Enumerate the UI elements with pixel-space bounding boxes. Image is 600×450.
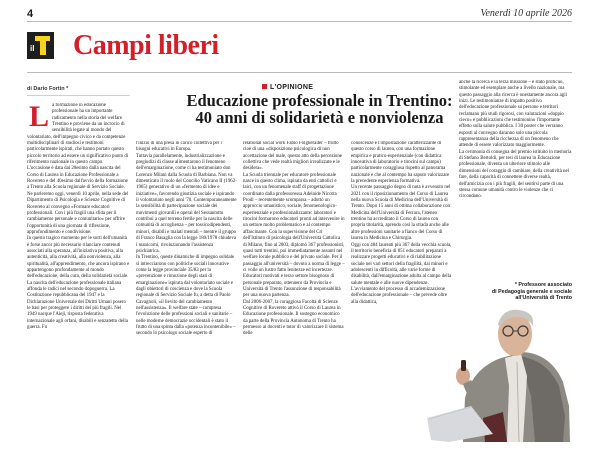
paragraph: Tuttavia parallelamente, industrializzazione e pregiudizi di classe alimentarono il fenomeno dell'emarginazione, come ci ha testimoniato don Lorenzo Milani dalla Scuola di Barbiana. Non va dimenticato il ruolo del Concilio Vaticano II (1962-1965) generativo di un «fermento di idee e iniziative», favorendo giustizia sociale e ispirando il volontariato negli anni '70. Contemporaneamente la sensibilità di partecipazione sociale dei movimenti giovanili e operai del Sessantotto contribuì a quel terreno fertile per la nascita delle comunità di accoglienza – per tossicodipendenti, minori, disabili e malati mentali – mentre il gruppo di Franco Basaglia con la legge 180/1978 chiudeva i manicomi, rivoluzionando l'assistenza psichiatrica. [136,153,237,254]
byline: di Dario Fortin * [27,86,69,92]
paragraph: anche la ricerca e la terza missione – è stato proficuo, stimolante ed esemplare anche a livello nazionale, ma questo passaggio alla ricerca è onestamente ancora agli inizi. Le testimonianze di impatto positivo dell'educazione professionale su persone e territori reclamano più studi rigorosi, con valutazioni «doppio cieco» e pubblicazioni che testimonino l'importante effetto sulla salute pubblica. I 30 poster che verranno esposti al convegno daranno solo una piccola rappresentanza della ricchezza di un fenomeno che attende di essere valorizzato maggiormente. [459,80,567,149]
kicker-label: L'OPINIONE [270,84,314,91]
paragraph: In questo tragico momento per le sorti dell'umanità è forse ancor più necessario rilanciare contenuti associati alla speranza, all'iniziativa positiva, alla autenticità, alla creatività, alla nonviolenza, alla spiritualità, all'apprendimento, che ancora ispirano e appartengono profondamente al mondo dell'educazione, della cura, della solidarietà sociale. [27,236,130,280]
article-column-2 [136,141,237,443]
logo-t-stem [40,36,46,55]
author-photo [423,306,572,442]
newspaper-logo [27,32,54,59]
header-rule-top [27,21,572,22]
article-column-5 [459,80,572,270]
page-number: 4 [27,8,34,20]
paragraph: conoscenze e l'impostazione caratterizzante di questo corso di laurea, con una formazione empirica e pratico-esperienziale (con didattica innovativa di laboratorio e tirocini sul campo) particolarmente coraggiosa rispetto al panorama nazionale e che al contempo ha saputo valorizzare la precedente esperienza formativa. [351,141,450,185]
paragraph: La cerimonia di consegna del premio istituito in memoria di Stefano Bertoldi, per tesi di laurea in Educazione professionale, diventa un ulteriore stimolo alle dimensioni del coraggio di cambiare, della creatività nel fare, della capacità di connettere diverse realtà, dell'amicizia con i più fragili, del sentirsi parte di una stessa comune umanità contro le violenze che ci circondano. [459,149,572,200]
author-note-line: di Pedagogia generale e sociale [491,288,572,295]
headline-line-1: Educazione professionale in Trentino: [186,91,453,110]
headline-line-2: 40 anni di solidarietà e nonviolenza [195,108,444,127]
article-column-3 [243,141,345,443]
paragraph: Dal 2006-2007, la coraggiosa Facoltà di Scienze Cognitive di Rovereto attivò il Corso di Laurea in Educazione professionale. Il sostegno economico da parte della Provincia Autonoma di Trento ha permesso ai docenti e tutor di valorizzare il sistema delle [243,299,344,337]
paragraph: Un recente passaggio degno di nota è avvenuto nel 2021 con il riposizionamento del Corso di Laurea nella nuova Scuola di Medicina dell'Università di Trento. Dopo 15 anni di ottima collaborazione con Medicina dell'Università di Ferrara, l'ateneo trentino ha accreditato il Corso di laurea con propria titolarità, aprendo così la strada anche alle altre professioni sanitarie a fianco del Corso di laurea in Medicina e Chirurgia. [351,185,451,242]
drop-cap: L [29,103,50,133]
author-note-line: all'Università di Trento [515,295,572,302]
section-title: Campi liberi [73,30,219,61]
header-rule-bottom [27,72,572,73]
logo-il: il [30,44,35,53]
paragraph: La Scuola triennale per educatore professionale nasce in questo clima, ispirata da enti cattolici e laici, con un fenomenale staff di progettazione coordinato dalla professoressa Adelaide Nicotra Prodi – recentemente scomparsa – adottò un approccio umanistico, sociale, fenomenologico-esperienziale e professionalizzante: laboratori e tirocini formarono educatori pronti ad intervenire in un settore molto problematico e al contempo affascinante. Con la supervisione del Cri dell'Istituto di psicologia dell'Università Cattolica di Milano, fino al 2003, diplomò 367 professionisti, quasi tutti trentini, poi immediatamente assunti nel welfare locale pubblico e del privato sociale. Per il passaggio all'università – dovuto a norma di legge – ci volle un lustro fatto lenitezze ed incertezze. Educatori motivati e terzo settore bisognoso di personale preparato, ottennero da Provincia e Università di Trento l'assunzione di responsabilità per una nuova partenza. [243,172,345,299]
paragraph: Oggi con 484 laureati più 367 della vecchia scuola, il territorio beneficia di 851 educatori preparati a realizzare progetti educativi e di riabilitazione sociale nei vari settori della fragilità, dai minori e adolescenti in difficoltà, alle varie forme di disabilità, dall'emarginazione adulta al campo della salute mentale e alle nuove dipendenze. [351,242,452,286]
byline-rule [27,95,130,96]
paragraph: l'inizio di una presa in carico collettiva per i bisogni educativi in Europa. [136,141,222,153]
issue-date: Venerdì 10 aprile 2026 [480,8,572,19]
article-column-1 [27,103,130,443]
paragraph: La nascita dell'educazione professionale italiana affonda le radici nel secondo dopoguerra. La Costituzione repubblicana del 1947 e la Dichiarazione Universale dei Diritti Umani posero le basi per proteggere i diritti dei più fragili. Nel 1949 nacque l'Aieji, risposta federativa internazionale agli orfani, disabili e senzatetto della guerra. Fu [27,280,128,331]
headline [152,92,487,126]
kicker-square-icon [262,84,267,89]
author-note [456,282,572,302]
paragraph: a formazione in educazione professionale ha un importante radicamento nella storia del welfare Trentino e proviene da un incrocio di sensibilità legate al mondo del volontariato, dell'impegno civico e da competenze multidisciplinari di studiosi e testimoni particolarmente ispirati, che hanno portato questo piccolo territorio ad essere un significativo punto di riferimento nazionale in questo campo. [27,103,129,166]
author-note-line: * Professore associato [514,282,572,288]
paragraph: In Trentino, queste dinamiche di impegno solidale si intrecciarono con politiche sociali innovative come la legge provinciale 35/83 per la «prevenzione e rimozione degli stati di emarginazione» ispirata dal volontariato sociale e dagli obiettori di coscienza e dove la Scuola regionale di Servizio Sociale fu, a detta di Paolo Cavagnoli, «il lievito del cambiamento nell'assistenza». Il welfare state – compresa l'evoluzione delle professioni sociali e sanitarie – nelle moderne democrazie occidentali è stato il frutto di una spinta dalla «potenza incontenibile» – secondo lo psicologo sociale esperto di [136,255,236,337]
paragraph: L'avviamento del processo di accademizzazione dell'educazione professionale – che prevede oltre alla didattica, [351,286,448,305]
paragraph: relational social work Fabio Folgheraiter – frutto cioè di una «disposizione psicologica di non accettazione del male, questo atto della percezione collettiva che vede realtà migliori irrealizzate e le desidera». [243,141,342,172]
kicker [262,84,313,91]
paragraph: L'occasione è data dal 20esimo dalla nascita del Corso di Laurea in Educazione Professionale a Rovereto e del 40esimo dall'avvio della formazione a Trento alla Scuola regionale di Servizio Sociale. Ne parleremo oggi, venerdì 10 aprile, nella sede del Dipartimento di Psicologia e Scienze Cognitive di Rovereto al convegno «Formare educatori professionali. Con i più fragili una sfida per il cambiamento personale e comunitario» per offrire l'opportunità di una giornata di riflessione, approfondimento e condivisione. [27,166,129,235]
